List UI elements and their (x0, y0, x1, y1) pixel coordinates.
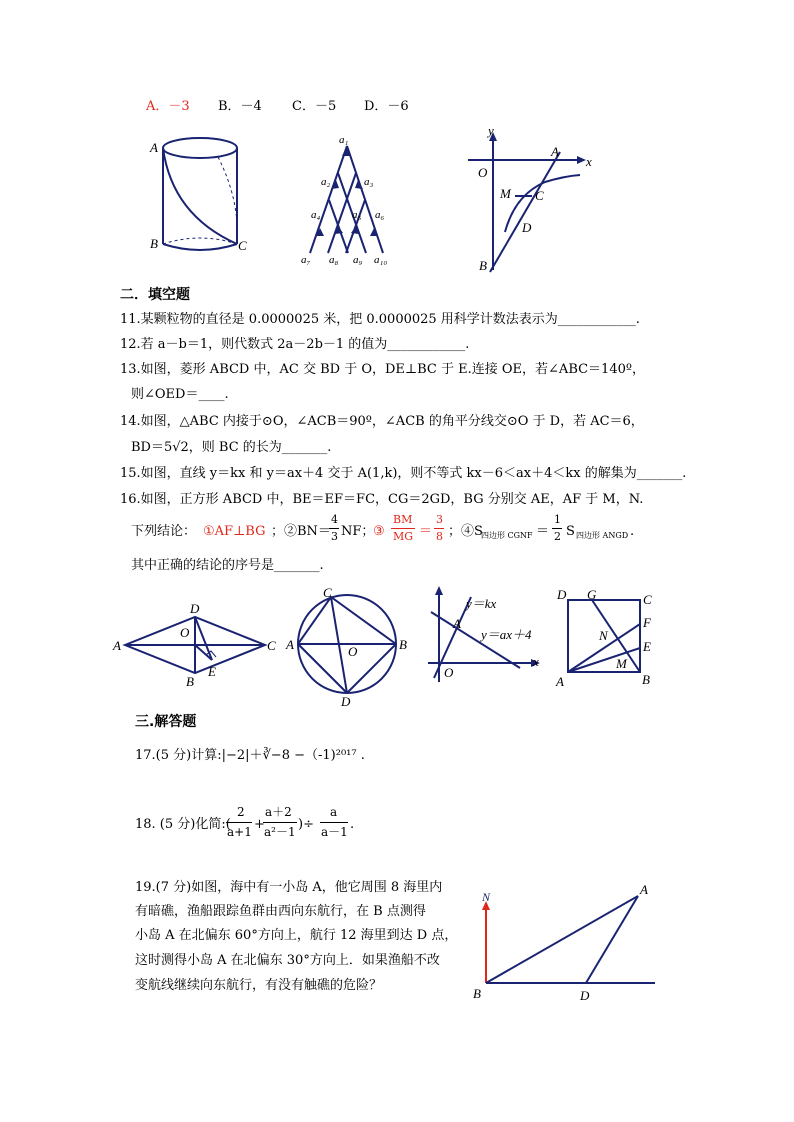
q10-option-c: C．－5 (292, 99, 337, 114)
q19-line5: 变航线继续向东航行，有没有触礁的危险？ (135, 978, 383, 993)
q19-line1: 19.(7 分)如图，海中有一小岛 A，他它周围 8 海里内 (135, 880, 443, 895)
q18-frac3-num: a (330, 805, 338, 819)
q18-frac2-bar (263, 822, 297, 823)
circle-figure (298, 595, 396, 693)
q16-conclusion-4-end: . (630, 524, 635, 539)
q16-frac3-num: 3 (436, 513, 443, 526)
axes-label-o: O (478, 165, 488, 180)
square-label-a: A (556, 674, 564, 689)
lattice-label-a4: a₄ (311, 209, 321, 221)
square-label-f: F (643, 615, 651, 630)
q16-frac1-den: 3 (331, 530, 338, 543)
rhombus-label-c: C (267, 638, 276, 653)
q16-frac2-den: MG (393, 530, 414, 543)
circle-label-c: C (323, 585, 332, 600)
square-label-d: D (557, 587, 567, 602)
q19-line3: 小岛 A 在北偏东 60°方向上，航行 12 海里到达 D 点， (135, 928, 458, 943)
lines-label-a: A (453, 616, 461, 631)
q19-line2: 有暗礁，渔船跟踪鱼群由西向东航行，在 B 点测得 (135, 904, 426, 919)
section-3-heading: 三.解答题 (135, 714, 197, 730)
q18-div: )÷ (298, 817, 314, 832)
q19-line4: 这时测得小岛 A 在北偏东 30°方向上．如果渔船不改 (135, 953, 440, 968)
lattice-label-a1: a₁ (339, 134, 349, 146)
cyl-label-b: B (150, 236, 158, 251)
circle-label-o: O (348, 644, 358, 659)
rhombus-label-o: O (180, 625, 190, 640)
lines-label-yax: y＝ax＋4 (481, 627, 532, 642)
q16-line1: 16.如图，正方形 ABCD 中，BE＝EF＝FC，CG＝2GD，BG 分别交 AE，AF 于 M，N. (120, 492, 644, 507)
q18-frac2-num: a＋2 (265, 805, 292, 819)
curve-axes-figure (468, 136, 582, 272)
q16-l2-prefix: 下列结论： (131, 524, 197, 539)
nav-label-n: N (482, 890, 491, 904)
q16-frac1-num: 4 (331, 513, 338, 526)
axes-label-c: C (535, 188, 544, 203)
q16-frac4-num: 1 (554, 513, 561, 526)
square-label-g: G (587, 587, 597, 602)
arrow-lattice-figure (310, 146, 383, 253)
lattice-label-a3: a₃ (364, 176, 374, 188)
q18-frac2-den: a²－1 (264, 825, 296, 839)
q10-option-d: D．－6 (364, 99, 409, 114)
lattice-label-a10: a₁₀ (374, 254, 388, 266)
q16-conclusion-4-sub1: 四边形 CGNF (481, 531, 533, 540)
square-label-n: N (599, 628, 608, 643)
q18-frac1-num: 2 (237, 805, 245, 819)
q13-line2: 则∠OED＝____. (131, 387, 229, 402)
lattice-label-a6: a₆ (375, 209, 385, 221)
square-label-e: E (643, 639, 651, 654)
rhombus-label-b: B (186, 674, 194, 689)
q11-text: 11.某颗粒物的直径是 0.0000025 米，把 0.0000025 用科学计数法表示为____________. (120, 312, 640, 327)
axes-label-a: A (551, 144, 559, 159)
q18-lead: 18. (5 分)化简:( (135, 817, 231, 832)
square-label-m: M (616, 656, 627, 671)
q16-frac2-num: BM (393, 513, 413, 526)
q16-frac3-bar (434, 528, 444, 529)
q18-frac3-den: a－1 (321, 825, 348, 839)
q14-line2: BD＝5√2，则 BC 的长为_______. (131, 440, 332, 455)
q16-conclusion-4-lead: ；④S (448, 524, 483, 539)
q16-frac1-bar (329, 528, 339, 529)
lattice-arrowheads (316, 146, 378, 236)
circle-label-d: D (341, 694, 351, 709)
rhombus-label-e: E (208, 664, 216, 679)
lattice-label-a9: a₉ (353, 254, 363, 266)
q16-conclusion-4-eq: ＝ (536, 524, 550, 539)
q18-frac1-bar (226, 822, 252, 823)
axes-label-m: M (500, 186, 511, 201)
q10-option-b: B．－4 (218, 99, 262, 114)
q16-conclusion-1: ①AF⊥BG (203, 524, 266, 539)
nav-label-a: A (640, 882, 648, 897)
q12-text: 12.若 a－b＝1，则代数式 2a－2b－1 的值为____________. (120, 337, 470, 352)
lattice-label-a2: a₂ (321, 176, 331, 188)
rhombus-figure (125, 617, 265, 673)
circle-label-a: A (286, 637, 294, 652)
q14-line1: 14.如图，△ABC 内接于⊙O，∠ACB＝90º，∠ACB 的角平分线交⊙O 于 D，若 AC＝6， (120, 414, 644, 429)
q16-conclusion-2-tail: NF； (341, 524, 375, 539)
q17-text: 17.(5 分)计算:|−2|＋∛−8 −（-1)²⁰¹⁷ . (135, 748, 365, 763)
q13-line1: 13.如图，菱形 ABCD 中，AC 交 BD 于 O，DE⊥BC 于 E.连接 OE，若∠ABC＝140º， (120, 362, 645, 377)
navigation-figure (486, 896, 655, 983)
q16-conclusion-4-sub2: 四边形 ANGD (576, 531, 629, 540)
rhombus-label-d: D (190, 601, 200, 616)
lattice-label-a8: a₈ (329, 254, 339, 266)
lattice-label-a5: a₅ (352, 209, 362, 221)
q16-frac3-den: 8 (436, 530, 443, 543)
q10-option-a: A．－3 (146, 99, 190, 114)
axes-label-x: x (586, 154, 592, 169)
cyl-label-c: C (238, 238, 247, 253)
square-label-b: B (642, 672, 650, 687)
nav-label-d: D (580, 988, 590, 1003)
q18-frac3-bar (320, 822, 348, 823)
q18-end: . (350, 817, 355, 832)
q16-conclusion-4-s: S (566, 524, 575, 539)
circle-label-b: B (399, 637, 407, 652)
q16-line3: 其中正确的结论的序号是_______. (131, 558, 324, 573)
axes-label-y: y (488, 123, 494, 138)
q16-conclusion-2-lead: ；②BN＝ (271, 524, 331, 539)
q16-frac2-bar (391, 528, 415, 529)
nav-label-b: B (473, 986, 481, 1001)
lines-label-o: O (444, 665, 454, 680)
q16-frac4-den: 2 (554, 530, 561, 543)
square-label-c: C (643, 592, 652, 607)
cylinder-figure (163, 138, 237, 250)
q18-frac1-den: a+1 (227, 825, 252, 839)
lattice-label-a7: a₇ (301, 254, 311, 266)
axes-label-d: D (522, 220, 532, 235)
cyl-label-a: A (150, 140, 158, 155)
lines-label-x: x (533, 654, 539, 669)
axes-label-b: B (479, 258, 487, 273)
q16-conclusion-3-mark: ③ (373, 524, 385, 539)
q18-plus: + (254, 817, 265, 832)
rhombus-label-a: A (113, 638, 121, 653)
q16-frac4-bar (552, 528, 562, 529)
section-2-heading: 二．填空题 (120, 287, 190, 303)
q16-frac2-eq: ＝ (419, 524, 433, 539)
q15-text: 15.如图，直线 y＝kx 和 y＝ax＋4 交于 A(1,k)，则不等式 kx－6＜ax＋4＜kx 的解集为_______. (120, 466, 687, 481)
lines-label-ykx: y＝kx (466, 596, 497, 611)
